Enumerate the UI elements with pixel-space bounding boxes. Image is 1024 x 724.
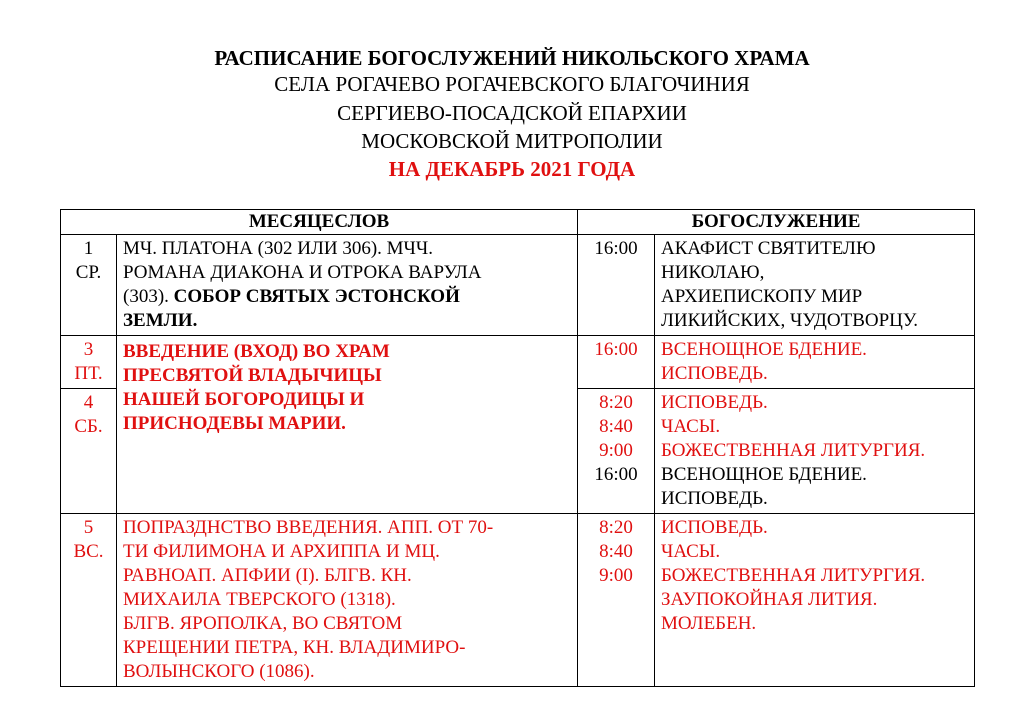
service-line: БОЖЕСТВЕННАЯ ЛИТУРГИЯ. [661,440,926,461]
saint-line: МЧ. ПЛАТОНА (302 ИЛИ 306). МЧЧ. [123,238,433,259]
header-service: БОГОСЛУЖЕНИЕ [578,210,975,235]
weekday: ПТ. [74,363,103,384]
service-line: ИСПОВЕДЬ. [661,392,768,413]
service-line: ИСПОВЕДЬ. [661,517,768,538]
title-month: НА ДЕКАБРЬ 2021 ГОДА [388,157,636,181]
service-line: ИСПОВЕДЬ. [661,363,768,384]
service-line: ЗАУПОКОЙНАЯ ЛИТИЯ. [661,589,878,610]
title-line-3: СЕРГИЕВО-ПОСАДСКОЙ ЕПАРХИИ [337,101,687,125]
table-row [61,514,975,687]
feast-line: ПРИСНОДЕВЫ МАРИИ. [123,413,346,434]
saint-line: ВОЛЫНСКОГО (1086). [123,661,315,682]
service-time: 8:20 [599,392,633,413]
table-row [61,235,975,336]
service-time: 9:00 [599,565,633,586]
service-line: АКАФИСТ СВЯТИТЕЛЮ [661,238,876,259]
service-line: ИСПОВЕДЬ. [661,488,768,509]
title-line-4: МОСКОВСКОЙ МИТРОПОЛИИ [361,129,663,153]
service-line: АРХИЕПИСКОПУ МИР [661,286,863,307]
feast-cell [117,336,578,514]
time-cell [578,389,655,514]
saint-line: КРЕЩЕНИИ ПЕТРА, КН. ВЛАДИМИРО- [123,637,466,658]
service-time: 8:20 [599,517,633,538]
weekday: СР. [75,262,102,283]
service-time: 8:40 [599,541,633,562]
service-line: ВСЕНОЩНОЕ БДЕНИЕ. [661,464,867,485]
saint-cell [117,235,578,336]
saint-cell [117,514,578,687]
service-time: 16:00 [594,238,638,259]
service-line: МОЛЕБЕН. [661,613,757,634]
saint-line: РОМАНА ДИАКОНА И ОТРОКА ВАРУЛА [123,262,482,283]
service-cell [655,235,975,336]
day-cell [61,235,117,336]
time-cell [578,336,655,389]
day-number: 3 [83,339,94,360]
service-time: 16:00 [594,464,638,485]
service-time: 9:00 [599,440,633,461]
feast-line: НАШЕЙ БОГОРОДИЦЫ И [123,389,365,410]
service-cell [655,389,975,514]
saint-line: ТИ ФИЛИМОНА И АРХИППА И МЦ. [123,541,440,562]
service-cell [655,336,975,389]
title-line-1: РАСПИСАНИЕ БОГОСЛУЖЕНИЙ НИКОЛЬСКОГО ХРАМА [214,46,810,70]
saint-line: ЗЕМЛИ. [123,310,198,331]
service-time: 8:40 [599,416,633,437]
saint-line: РАВНОАП. АПФИИ (I). БЛГВ. КН. [123,565,412,586]
service-line: ВСЕНОЩНОЕ БДЕНИЕ. [661,339,867,360]
saint-line: ПОПРАЗДНСТВО ВВЕДЕНИЯ. АПП. ОТ 70- [123,517,494,538]
service-line: ЛИКИЙСКИХ, ЧУДОТВОРЦУ. [661,310,918,331]
weekday: ВС. [73,541,104,562]
table-header-row [61,210,975,235]
day-number: 5 [83,517,94,538]
schedule-table [60,209,975,687]
day-number: 4 [83,392,94,413]
day-number: 1 [83,238,94,259]
service-line: БОЖЕСТВЕННАЯ ЛИТУРГИЯ. [661,565,926,586]
feast-line: ПРЕСВЯТОЙ ВЛАДЫЧИЦЫ [123,365,382,386]
day-cell [61,389,117,514]
service-cell [655,514,975,687]
saint-line: (303). СОБОР СВЯТЫХ ЭСТОНСКОЙ [123,286,460,307]
time-cell [578,514,655,687]
weekday: СБ. [74,416,103,437]
title-line-2: СЕЛА РОГАЧЕВО РОГАЧЕВСКОГО БЛАГОЧИНИЯ [274,72,750,96]
service-line: ЧАСЫ. [661,416,721,437]
table-row [61,336,975,389]
service-time: 16:00 [594,339,638,360]
feast-line: ВВЕДЕНИЕ (ВХОД) ВО ХРАМ [123,341,390,362]
saint-line: МИХАИЛА ТВЕРСКОГО (1318). [123,589,396,610]
saint-line: БЛГВ. ЯРОПОЛКА, ВО СВЯТОМ [123,613,403,634]
time-cell [578,235,655,336]
service-line: ЧАСЫ. [661,541,721,562]
header-calendar: МЕСЯЦЕСЛОВ [61,210,578,235]
day-cell [61,336,117,389]
service-line: НИКОЛАЮ, [661,262,765,283]
day-cell [61,514,117,687]
